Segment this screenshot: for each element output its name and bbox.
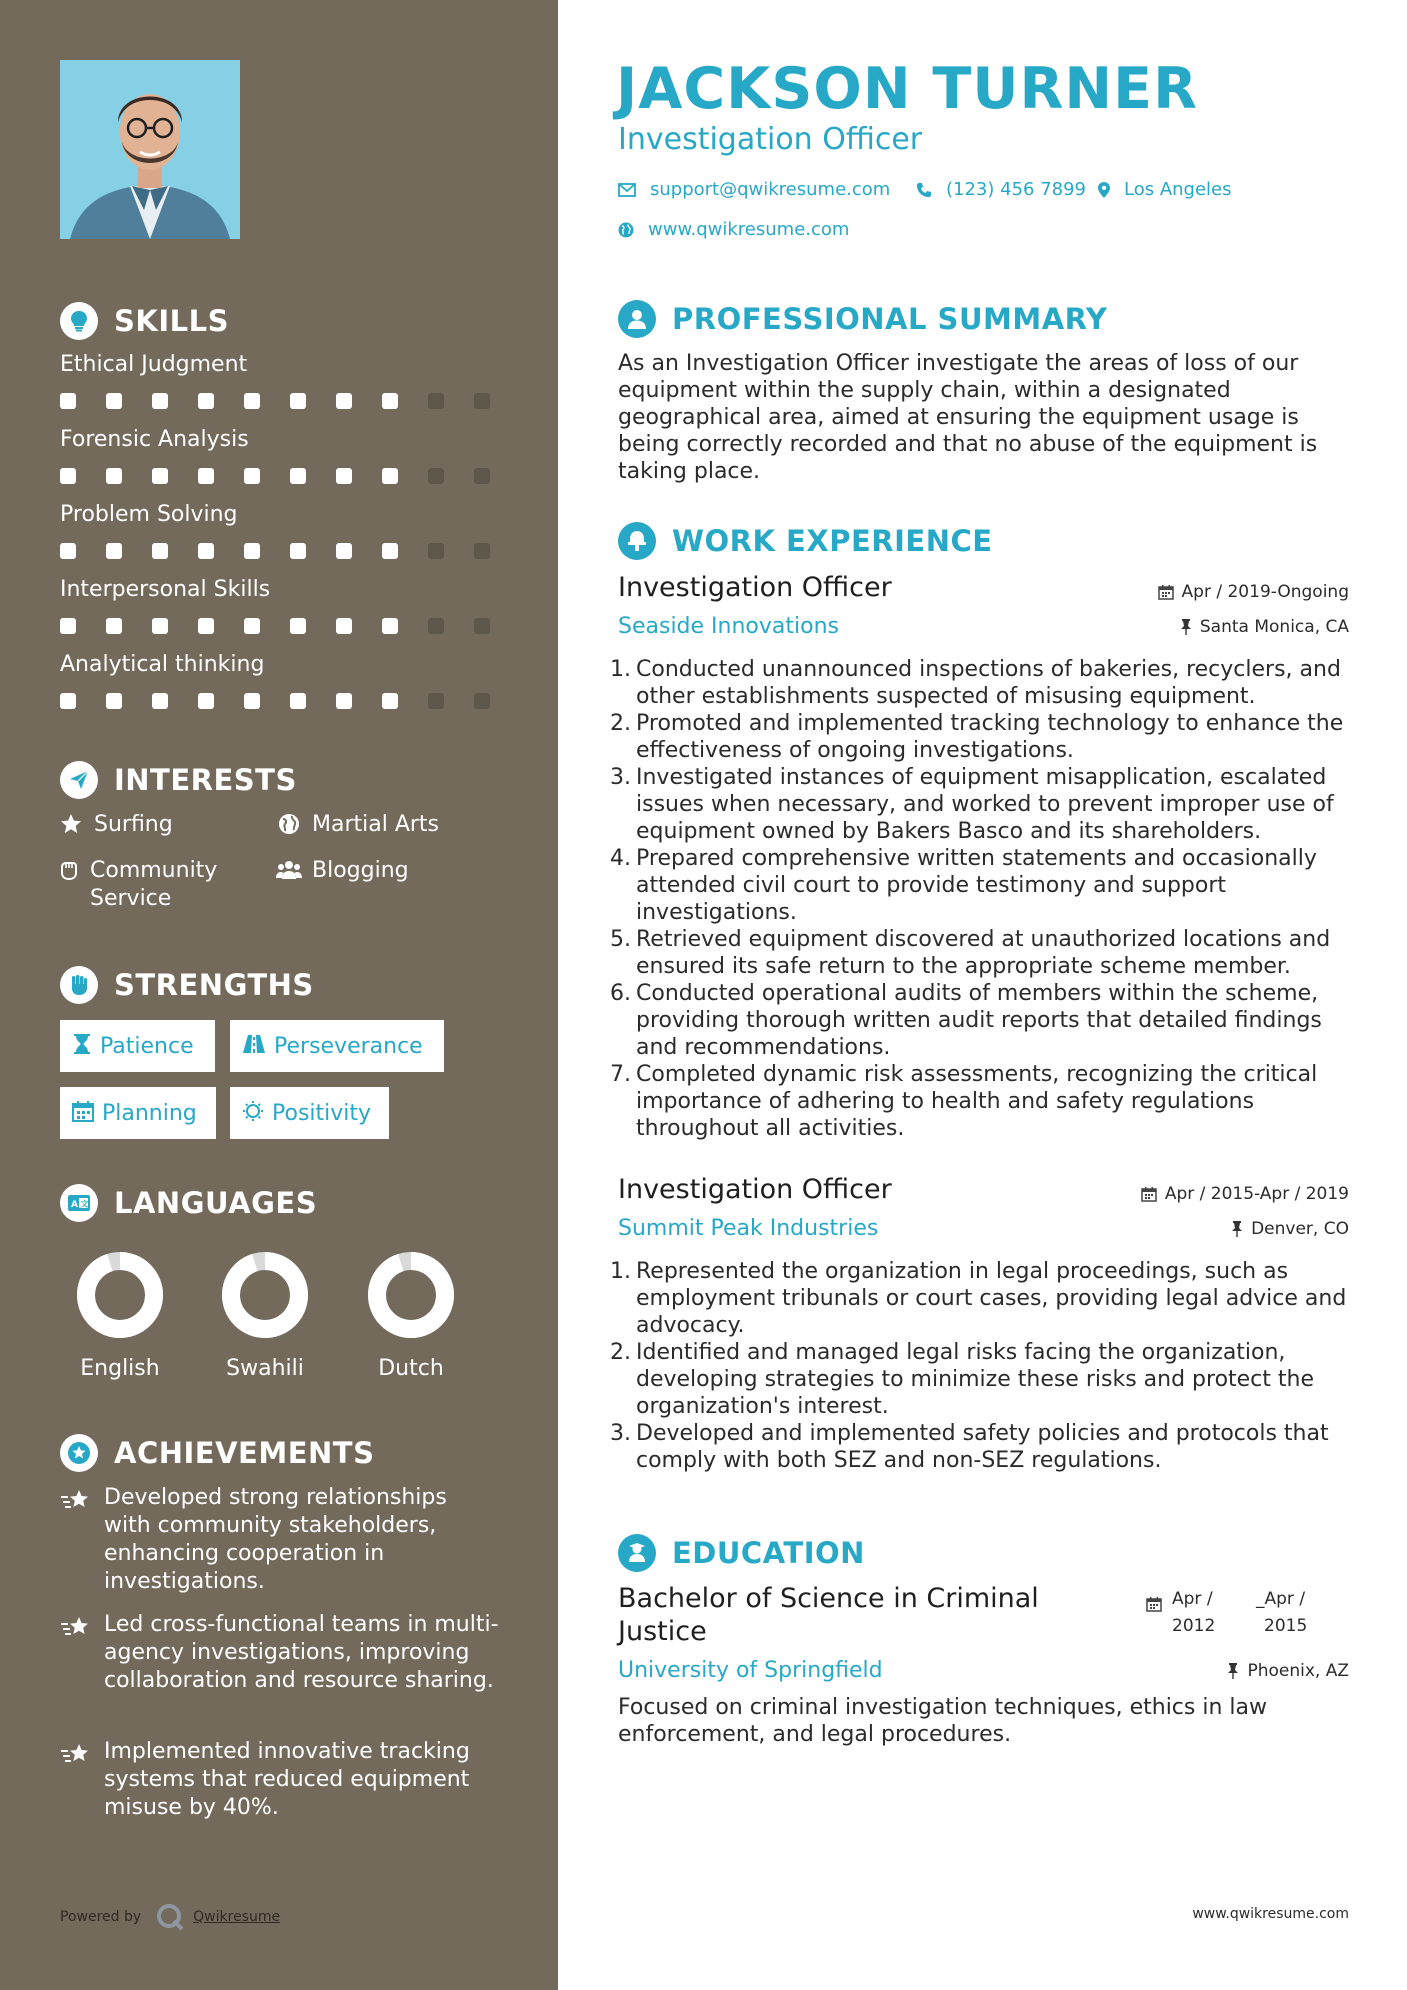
interest-label: Community Service xyxy=(90,858,218,911)
strength-tag-planning xyxy=(60,1087,216,1139)
experience-title: WORK EXPERIENCE xyxy=(672,524,993,558)
calendar-icon xyxy=(72,1100,94,1126)
users-icon xyxy=(276,857,302,881)
languages-title: LANGUAGES xyxy=(114,1186,318,1220)
bullet-text: Promoted and implemented tracking technology to enhance the effectiveness of ongoing investigations. xyxy=(636,711,1344,763)
pushpin-icon xyxy=(1180,619,1192,635)
skill-name: Interpersonal Skills xyxy=(60,577,271,602)
skill-level-dot xyxy=(198,618,214,634)
skill-level-dot xyxy=(152,543,168,559)
job-dates-text: Apr / 2015-Apr / 2019 xyxy=(1164,1184,1349,1204)
language-item xyxy=(351,1250,471,1381)
skill-level-dot xyxy=(60,468,76,484)
bullet-text: Identified and managed legal risks facing the organization, developing strategies to minimize these risks and protect the organization's interest. xyxy=(636,1340,1315,1419)
skill-level-dot xyxy=(474,693,490,709)
achievement-text: Implemented innovative tracking systems that reduced equipment misuse by 40%. xyxy=(104,1739,470,1820)
skill-level-dot xyxy=(152,468,168,484)
start-year: 2012 xyxy=(1172,1616,1216,1636)
achievement-text: Developed strong relationships with community stakeholders, enhancing cooperation in investigations. xyxy=(104,1485,447,1594)
education-heading xyxy=(618,1534,865,1572)
bullet-item xyxy=(610,926,1363,980)
interest-label: Surfing xyxy=(94,812,173,837)
bullet-text: Investigated instances of equipment misapplication, escalated issues when necessary, and worked to prevent improper use of equipment owned by Bakers Basco and its shareholders. xyxy=(636,765,1334,844)
skill-level-dot xyxy=(152,618,168,634)
skill-level-dot xyxy=(382,618,398,634)
skill-level-dot xyxy=(382,543,398,559)
skill-level-dot xyxy=(474,543,490,559)
skill-level-dot xyxy=(198,693,214,709)
education-location-text: Phoenix, AZ xyxy=(1247,1661,1349,1681)
bullet-text: Completed dynamic risk assessments, recognizing the critical importance of adhering to health and safety regulations throughout all activities. xyxy=(636,1062,1318,1141)
calendar-icon xyxy=(1141,1186,1157,1202)
sun-icon xyxy=(242,1100,264,1126)
skill-level-dot xyxy=(336,543,352,559)
job-dates-text: Apr / 2019-Ongoing xyxy=(1181,582,1349,602)
language-level-ring xyxy=(75,1250,165,1340)
skill-level-dot xyxy=(428,393,444,409)
language-level-ring xyxy=(220,1250,310,1340)
bullet-text: Retrieved equipment discovered at unauthorized locations and ensured its safe return to the appropriate scheme member. xyxy=(636,927,1331,979)
hand-icon xyxy=(58,857,80,881)
language-item xyxy=(205,1250,325,1381)
job-location-text: Santa Monica, CA xyxy=(1199,617,1349,637)
job-title: Investigation Officer xyxy=(618,1174,892,1205)
ring-fill xyxy=(86,1261,154,1329)
bullet-number: 1. xyxy=(610,657,631,682)
skill-name: Problem Solving xyxy=(60,502,238,527)
ring-fill xyxy=(377,1261,445,1329)
skill-level-dot xyxy=(428,618,444,634)
job-location-text: Denver, CO xyxy=(1251,1219,1349,1239)
skill-level-dots xyxy=(60,618,500,634)
contact-email[interactable] xyxy=(618,179,890,200)
skill-level-dot xyxy=(336,468,352,484)
map-pin-icon xyxy=(1098,182,1110,198)
strengths-heading xyxy=(60,966,314,1004)
email-text: support@qwikresume.com xyxy=(650,179,891,200)
skill-row xyxy=(60,502,500,559)
education-location xyxy=(1227,1661,1349,1681)
candidate-name: JACKSON TURNER xyxy=(616,56,1198,122)
sidebar xyxy=(0,0,558,1990)
skill-level-dot xyxy=(290,618,306,634)
powered-by-label: Powered by xyxy=(60,1909,142,1925)
skill-level-dot xyxy=(106,393,122,409)
summary-heading xyxy=(618,300,1107,338)
achievement-item xyxy=(60,1484,500,1596)
star-icon xyxy=(58,811,84,835)
bullet-number: 7. xyxy=(610,1062,631,1087)
interest-item xyxy=(276,857,409,885)
bullet-text: Represented the organization in legal proceedings, such as employment tribunals or court cases, providing legal advice and advocacy. xyxy=(636,1259,1347,1338)
interest-label: Blogging xyxy=(312,858,409,883)
graduate-icon xyxy=(618,1534,656,1572)
pushpin-icon xyxy=(1231,1221,1243,1237)
calendar-icon xyxy=(1158,584,1174,600)
contact-location xyxy=(1098,179,1232,200)
interest-label: Martial Arts xyxy=(312,812,440,837)
globe-icon xyxy=(276,811,302,835)
skill-level-dot xyxy=(244,693,260,709)
bullet-number: 3. xyxy=(610,765,631,790)
education-description: Focused on criminal investigation techniques, ethics in law enforcement, and legal procedures. xyxy=(618,1695,1267,1747)
skill-level-dot xyxy=(382,693,398,709)
skill-level-dot xyxy=(60,393,76,409)
bullet-number: 6. xyxy=(610,981,631,1006)
envelope-icon xyxy=(618,183,636,197)
contact-phone[interactable] xyxy=(916,179,1086,200)
skill-row xyxy=(60,652,500,709)
calendar-icon xyxy=(1146,1596,1162,1612)
bullet-item xyxy=(610,656,1363,710)
skill-name: Forensic Analysis xyxy=(60,427,249,452)
interest-item xyxy=(58,811,173,839)
bullet-text: Developed and implemented safety policies and protocols that comply with both SEZ and non-SEZ regulations. xyxy=(636,1421,1329,1473)
powered-by-link[interactable]: Qwikresume xyxy=(193,1909,281,1925)
achievement-item xyxy=(60,1611,500,1695)
lightbulb-icon xyxy=(60,302,98,340)
bullet-item xyxy=(610,980,1363,1061)
skill-level-dot xyxy=(198,393,214,409)
bullet-number: 5. xyxy=(610,927,631,952)
briefcase-icon xyxy=(618,522,656,560)
bullet-item xyxy=(610,1061,1363,1142)
bullet-number: 3. xyxy=(610,1421,631,1446)
skill-level-dot xyxy=(244,618,260,634)
contact-website[interactable] xyxy=(618,219,849,240)
skill-level-dot xyxy=(290,693,306,709)
strength-label: Positivity xyxy=(272,1100,372,1126)
job-bullets xyxy=(610,656,1363,1142)
job-title: Investigation Officer xyxy=(618,572,892,603)
candidate-role: Investigation Officer xyxy=(618,122,923,157)
job-dates xyxy=(1158,582,1349,602)
job-dates xyxy=(1141,1184,1349,1204)
skill-level-dot xyxy=(290,468,306,484)
strength-label: Planning xyxy=(102,1100,197,1126)
degree-line: Justice xyxy=(618,1616,707,1647)
strength-tag-positivity xyxy=(230,1087,389,1139)
bullet-item xyxy=(610,1339,1363,1420)
pushpin-icon xyxy=(1227,1663,1239,1679)
road-icon xyxy=(242,1034,266,1058)
qwikresume-logo-icon xyxy=(155,1902,185,1932)
skill-level-dots xyxy=(60,468,500,484)
skill-level-dot xyxy=(60,543,76,559)
strength-label: Patience xyxy=(100,1033,194,1059)
degree-line: Bachelor of Science in Criminal xyxy=(618,1583,1039,1614)
language-item xyxy=(60,1250,180,1381)
skill-level-dot xyxy=(152,693,168,709)
end-month: _Apr / xyxy=(1256,1589,1306,1609)
bullet-number: 2. xyxy=(610,1340,631,1365)
strength-tag-perseverance xyxy=(230,1020,444,1072)
bullet-number: 2. xyxy=(610,711,631,736)
job-location xyxy=(1231,1219,1349,1239)
skill-level-dot xyxy=(244,543,260,559)
skills-title: SKILLS xyxy=(114,304,229,338)
main-content xyxy=(558,0,1407,1990)
fist-icon xyxy=(60,966,98,1004)
job-bullets xyxy=(610,1258,1363,1474)
footer-url[interactable]: www.qwikresume.com xyxy=(1192,1906,1349,1922)
shooting-star-icon xyxy=(60,1738,104,1822)
website-text: www.qwikresume.com xyxy=(648,219,850,240)
skill-level-dots xyxy=(60,693,500,709)
languages-heading xyxy=(60,1184,317,1222)
svg-text:文: 文 xyxy=(80,1199,89,1209)
skill-level-dot xyxy=(244,393,260,409)
bullet-item xyxy=(610,845,1363,926)
skill-level-dot xyxy=(106,468,122,484)
bullet-number: 1. xyxy=(610,1259,631,1284)
skill-level-dot xyxy=(382,468,398,484)
skill-level-dot xyxy=(152,393,168,409)
achievement-item xyxy=(60,1738,500,1822)
skill-level-dot xyxy=(60,693,76,709)
language-icon xyxy=(60,1184,98,1222)
bullet-item xyxy=(610,764,1363,845)
svg-text:A: A xyxy=(71,1200,78,1210)
skill-level-dot xyxy=(60,618,76,634)
skill-level-dot xyxy=(198,543,214,559)
star-badge-icon xyxy=(60,1434,98,1472)
skill-level-dot xyxy=(428,468,444,484)
skill-level-dots xyxy=(60,393,500,409)
education-title: EDUCATION xyxy=(672,1536,865,1570)
profile-photo xyxy=(60,60,240,239)
strength-label: Perseverance xyxy=(274,1033,423,1059)
skill-row xyxy=(60,427,500,484)
phone-text: (123) 456 7899 xyxy=(946,179,1087,200)
achievements-title: ACHIEVEMENTS xyxy=(114,1436,375,1470)
start-month: Apr / xyxy=(1172,1589,1213,1609)
skill-level-dot xyxy=(336,393,352,409)
interest-item xyxy=(276,811,439,839)
skill-level-dot xyxy=(382,393,398,409)
end-year: 2015 xyxy=(1264,1616,1308,1636)
interest-item xyxy=(58,857,258,913)
bullet-item xyxy=(610,1258,1363,1339)
skill-level-dot xyxy=(290,393,306,409)
interests-heading xyxy=(60,761,297,799)
interests-title: INTERESTS xyxy=(114,763,297,797)
strengths-title: STRENGTHS xyxy=(114,968,314,1002)
bullet-item xyxy=(610,1420,1363,1474)
language-name: Swahili xyxy=(226,1356,304,1381)
shooting-star-icon xyxy=(60,1484,104,1596)
skill-level-dot xyxy=(244,468,260,484)
ring-fill xyxy=(231,1261,299,1329)
location-text: Los Angeles xyxy=(1124,179,1232,200)
skill-level-dot xyxy=(106,693,122,709)
skill-name: Analytical thinking xyxy=(60,652,265,677)
skill-level-dot xyxy=(198,468,214,484)
bullet-text: Conducted unannounced inspections of bakeries, recyclers, and other establishments suspected of misusing equipment. xyxy=(636,657,1341,709)
powered-by xyxy=(60,1902,280,1932)
strength-tag-patience xyxy=(60,1020,215,1072)
language-name: English xyxy=(80,1356,160,1381)
skill-level-dot xyxy=(290,543,306,559)
skill-level-dot xyxy=(474,618,490,634)
skill-level-dot xyxy=(428,543,444,559)
globe-icon xyxy=(618,222,634,238)
experience-heading xyxy=(618,522,993,560)
company-name: Summit Peak Industries xyxy=(618,1216,879,1241)
language-name: Dutch xyxy=(378,1356,444,1381)
skill-level-dots xyxy=(60,543,500,559)
bullet-text: Conducted operational audits of members within the scheme, providing thorough written audit reports that detailed findings and recommendations. xyxy=(636,981,1322,1060)
skill-name: Ethical Judgment xyxy=(60,352,248,377)
user-icon xyxy=(618,300,656,338)
bullet-number: 4. xyxy=(610,846,631,871)
paper-plane-icon xyxy=(60,761,98,799)
skill-row xyxy=(60,352,500,409)
education-end xyxy=(1256,1586,1307,1640)
degree-title xyxy=(618,1582,1039,1648)
skill-level-dot xyxy=(336,693,352,709)
bullet-text: Prepared comprehensive written statements and occasionally attended civil court to provide testimony and support investigations. xyxy=(636,846,1317,925)
phone-icon xyxy=(916,182,932,198)
education-start xyxy=(1172,1586,1242,1640)
language-level-ring xyxy=(366,1250,456,1340)
school-name: University of Springfield xyxy=(618,1658,883,1683)
skill-row xyxy=(60,577,500,634)
skills-heading xyxy=(60,302,229,340)
skill-level-dot xyxy=(106,543,122,559)
achievements-heading xyxy=(60,1434,374,1472)
hourglass-icon xyxy=(72,1033,92,1059)
shooting-star-icon xyxy=(60,1611,104,1695)
summary-title: PROFESSIONAL SUMMARY xyxy=(672,302,1108,336)
skill-level-dot xyxy=(336,618,352,634)
skill-level-dot xyxy=(474,393,490,409)
achievement-text: Led cross-functional teams in multi-agency investigations, improving collaboration and resource sharing. xyxy=(104,1612,499,1693)
bullet-item xyxy=(610,710,1363,764)
skill-level-dot xyxy=(428,693,444,709)
summary-text: As an Investigation Officer investigate the areas of loss of our equipment within the supply chain, within a designated geographical area, aimed at ensuring the equipment usage is being correctly recorded and that no abuse of the equipment is taking place. xyxy=(618,351,1318,484)
education-dates xyxy=(1146,1586,1307,1640)
company-name: Seaside Innovations xyxy=(618,614,839,639)
skill-level-dot xyxy=(106,618,122,634)
job-location xyxy=(1180,617,1349,637)
skill-level-dot xyxy=(474,468,490,484)
